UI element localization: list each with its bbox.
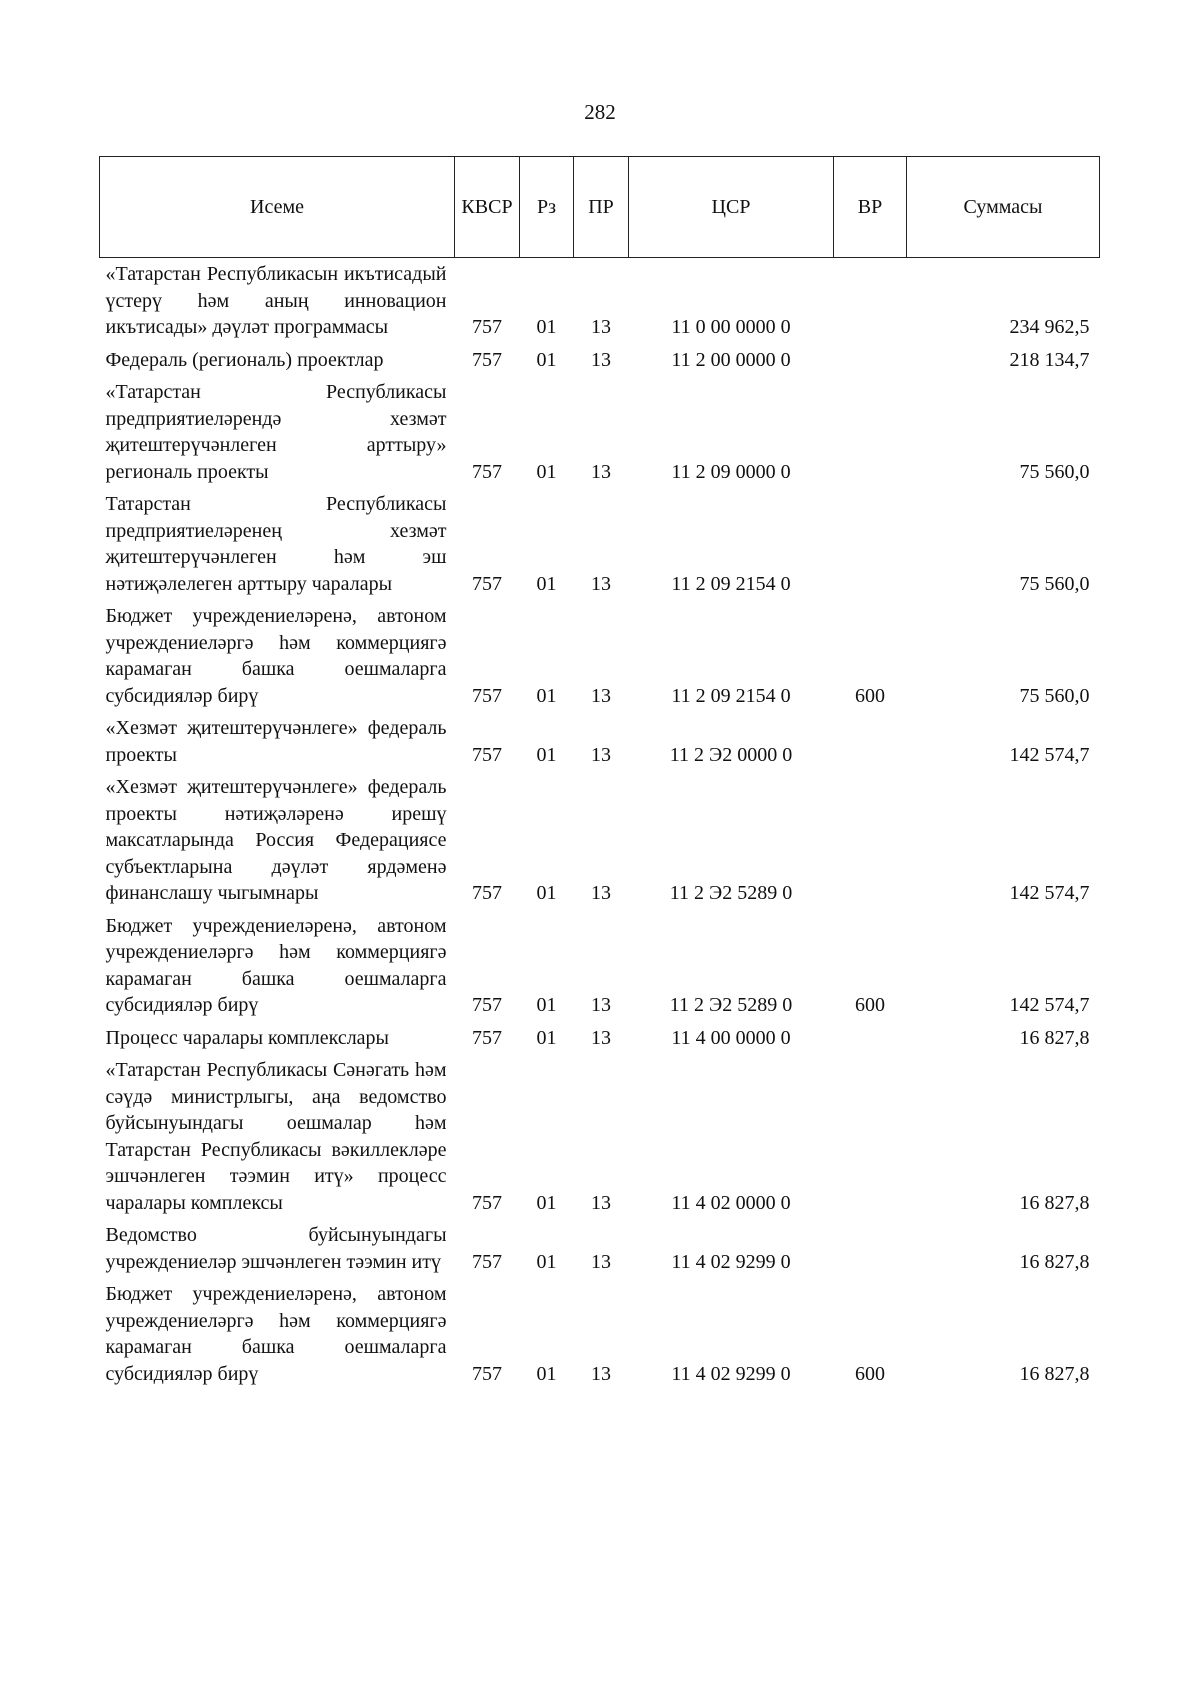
- page-number: 282: [584, 100, 616, 124]
- row-vr-cell: [834, 376, 907, 488]
- row-tsr-cell: 11 4 02 9299 0: [671, 1250, 791, 1273]
- row-vr-cell: [834, 488, 907, 600]
- row-tsr-cell: 11 0 00 0000 0: [671, 316, 791, 338]
- row-rz-cell: 01: [536, 882, 557, 904]
- row-sum-cell: 16 827,8: [1019, 1250, 1090, 1273]
- header-rz: Рз: [520, 157, 574, 258]
- budget-table: [99, 156, 1100, 1390]
- table-row: [100, 344, 1100, 377]
- row-vr-cell: 600: [855, 684, 885, 707]
- row-rz-cell: 01: [536, 572, 557, 595]
- row-tsr-cell: 11 2 09 2154 0: [671, 684, 791, 707]
- row-tsr-cell: 11 2 Э2 0000 0: [669, 743, 793, 766]
- row-vr-cell: 600: [855, 994, 885, 1016]
- row-vr-cell: [834, 258, 907, 344]
- row-name-cell: «Хезмәт җитештерүчәнлеге» федераль проекты нәтиҗәләренә ирешү максатларында Россия Федерациясе субъектларына дәүләт ярдәменә финанслашу чыгымнары: [105, 776, 447, 904]
- table-row: [100, 1054, 1100, 1219]
- row-tsr-cell: 11 2 09 0000 0: [671, 460, 791, 483]
- row-vr-cell: [834, 712, 907, 771]
- row-kvsr-cell: 757: [472, 684, 502, 707]
- row-pr-cell: 13: [591, 743, 611, 766]
- table-row: [100, 1278, 1100, 1390]
- row-name-cell: «Татарстан Республикасын икътисадый үстерү һәм аның инновацион икътисады» дәүләт программасы: [105, 263, 447, 338]
- row-tsr-cell: 11 2 09 2154 0: [671, 572, 791, 595]
- table-row: [100, 910, 1100, 1022]
- row-sum-cell: 16 827,8: [1019, 1026, 1090, 1049]
- row-vr-cell: [834, 1054, 907, 1219]
- table-row: [100, 600, 1100, 712]
- header-pr: ПР: [574, 157, 629, 258]
- table-row: [100, 771, 1100, 910]
- row-rz-cell: 01: [536, 316, 557, 338]
- header-sum: Суммасы: [907, 157, 1100, 258]
- row-rz-cell: 01: [536, 1191, 557, 1214]
- row-name-cell: «Татарстан Республикасы Сәнәгать һәм сәүдә министрлыгы, аңа ведомство буйсынуындагы оешмалар һәм Татарстан Республикасы вәкиллекләре эшчәнлеген тәэмин итү» процесс чаралары комплексы: [105, 1059, 447, 1214]
- row-tsr-cell: 11 2 Э2 5289 0: [669, 994, 793, 1016]
- row-tsr-cell: 11 4 02 0000 0: [671, 1191, 791, 1214]
- row-name-cell: Бюджет учреждениеләренә, автоном учреждениеләргә һәм коммерциягә карамаган башка оешмаларга субсидияләр бирү: [105, 605, 447, 707]
- row-vr-cell: [834, 1022, 907, 1055]
- row-sum-cell: 142 574,7: [1009, 743, 1090, 766]
- row-rz-cell: 01: [536, 1026, 557, 1049]
- table-row: [100, 258, 1100, 344]
- row-kvsr-cell: 757: [472, 1026, 502, 1049]
- row-pr-cell: 13: [591, 348, 611, 371]
- row-pr-cell: 13: [591, 572, 611, 595]
- row-name-cell: Бюджет учреждениеләренә, автоном учреждениеләргә һәм коммерциягә карамаган башка оешмаларга субсидияләр бирү: [105, 1283, 447, 1385]
- row-name-cell: «Татарстан Республикасы предприятиеләрендә хезмәт җитештерүчәнлеген арттыру» региональ проекты: [105, 381, 447, 483]
- row-sum-cell: 75 560,0: [1019, 684, 1090, 707]
- row-kvsr-cell: 757: [472, 882, 502, 904]
- row-sum-cell: 16 827,8: [1019, 1191, 1090, 1214]
- row-pr-cell: 13: [591, 316, 611, 338]
- table-header: [100, 157, 1100, 258]
- row-pr-cell: 13: [591, 994, 611, 1016]
- row-rz-cell: 01: [536, 743, 557, 766]
- row-name-cell: Татарстан Республикасы предприятиеләренең хезмәт җитештерүчәнлеген һәм эш нәтиҗәлелеген арттыру чаралары: [105, 493, 447, 595]
- table-row: [100, 376, 1100, 488]
- row-rz-cell: 01: [536, 460, 557, 483]
- row-kvsr-cell: 757: [472, 572, 502, 595]
- row-tsr-cell: 11 2 Э2 5289 0: [669, 882, 793, 904]
- row-kvsr-cell: 757: [472, 348, 502, 371]
- row-sum-cell: 16 827,8: [1019, 1362, 1090, 1385]
- row-pr-cell: 13: [591, 1026, 611, 1049]
- header-name: Исеме: [100, 157, 455, 258]
- header-tsr: ЦСР: [629, 157, 834, 258]
- row-rz-cell: 01: [536, 684, 557, 707]
- row-pr-cell: 13: [591, 460, 611, 483]
- row-kvsr-cell: 757: [472, 1191, 502, 1214]
- row-sum-cell: 142 574,7: [1009, 994, 1090, 1016]
- row-kvsr-cell: 757: [472, 460, 502, 483]
- table-row: [100, 488, 1100, 600]
- row-pr-cell: 13: [591, 882, 611, 904]
- row-kvsr-cell: 757: [472, 994, 502, 1016]
- table-row: [100, 1219, 1100, 1278]
- row-name-cell: Ведомство буйсынуындагы учреждениеләр эшчәнлеген тәэмин итү: [105, 1224, 447, 1273]
- row-vr-cell: 600: [855, 1362, 885, 1385]
- row-pr-cell: 13: [591, 1362, 611, 1385]
- row-name-cell: Федераль (региональ) проектлар: [105, 348, 384, 371]
- header-kvsr: КВСР: [455, 157, 520, 258]
- row-rz-cell: 01: [536, 1362, 557, 1385]
- table-row: [100, 712, 1100, 771]
- row-sum-cell: 75 560,0: [1019, 572, 1090, 595]
- row-tsr-cell: 11 4 00 0000 0: [671, 1026, 791, 1049]
- row-pr-cell: 13: [591, 1250, 611, 1273]
- table-body: [100, 258, 1100, 1391]
- row-rz-cell: 01: [536, 1250, 557, 1273]
- row-pr-cell: 13: [591, 684, 611, 707]
- row-kvsr-cell: 757: [472, 1362, 502, 1385]
- row-tsr-cell: 11 4 02 9299 0: [671, 1362, 791, 1385]
- header-vr: ВР: [834, 157, 907, 258]
- row-tsr-cell: 11 2 00 0000 0: [671, 348, 791, 371]
- row-name-cell: Бюджет учреждениеләренә, автоном учреждениеләргә һәм коммерциягә карамаган башка оешмаларга субсидияләр бирү: [105, 914, 447, 1016]
- row-kvsr-cell: 757: [472, 743, 502, 766]
- table-row: [100, 1022, 1100, 1055]
- row-vr-cell: [834, 771, 907, 910]
- row-name-cell: Процесс чаралары комплекслары: [105, 1026, 389, 1049]
- row-sum-cell: 234 962,5: [1009, 316, 1090, 338]
- row-sum-cell: 218 134,7: [1009, 348, 1090, 371]
- row-rz-cell: 01: [536, 994, 557, 1016]
- row-vr-cell: [834, 344, 907, 377]
- row-name-cell: «Хезмәт җитештерүчәнлеге» федераль проекты: [105, 717, 447, 766]
- row-vr-cell: [834, 1219, 907, 1278]
- row-kvsr-cell: 757: [472, 1250, 502, 1273]
- row-pr-cell: 13: [591, 1191, 611, 1214]
- row-kvsr-cell: 757: [472, 316, 502, 338]
- row-sum-cell: 75 560,0: [1019, 460, 1090, 483]
- row-sum-cell: 142 574,7: [1009, 882, 1090, 904]
- row-rz-cell: 01: [536, 348, 557, 371]
